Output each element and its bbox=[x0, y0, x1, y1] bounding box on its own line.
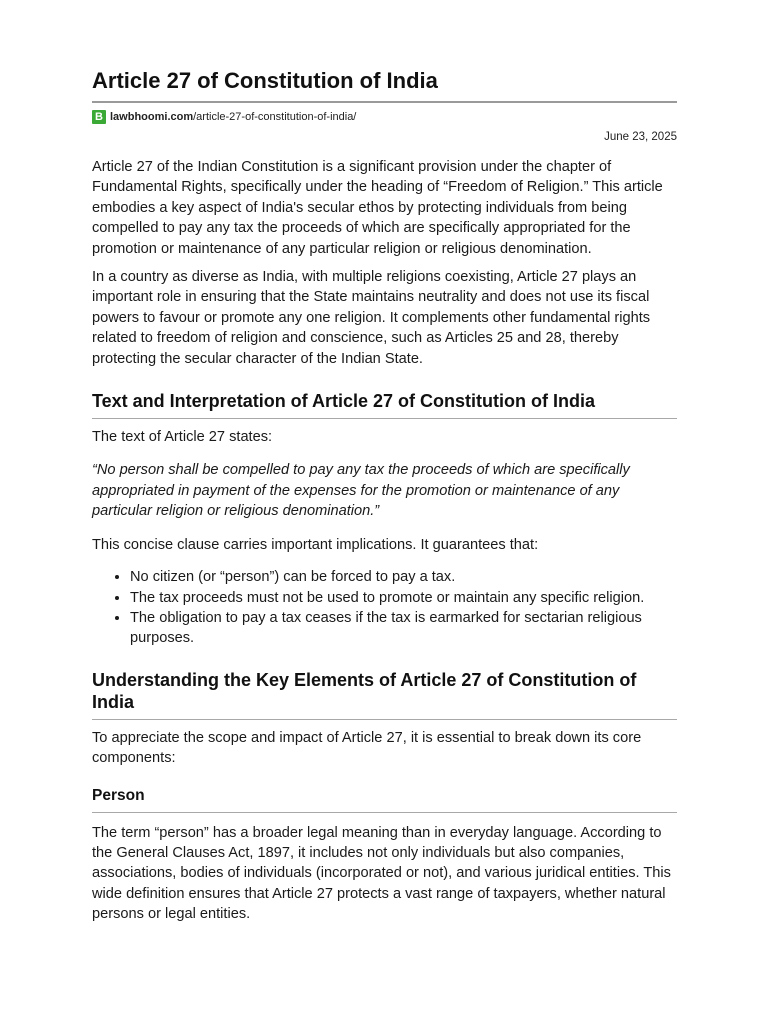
intro-paragraph-1: Article 27 of the Indian Constitution is a significant provision under the chapter of Fundamental Rights, specifically under the heading of “Freedom of Religion.” This article embodies a key aspect of India's secular ethos by protecting individuals from being compelled to pay any tax the proceeds of which are specifically appropriated for the promotion or maintenance of any particular religion or religious denomination. bbox=[92, 159, 663, 257]
section-heading-key-elements: Understanding the Key Elements of Article 27 of Constitution of India bbox=[92, 669, 637, 712]
article-page bbox=[92, 66, 677, 925]
source-line[interactable] bbox=[92, 109, 677, 125]
title-divider bbox=[92, 101, 677, 103]
implications-text: This concise clause carries important implications. It guarantees that: bbox=[92, 536, 539, 553]
subsection-divider bbox=[92, 812, 677, 813]
section2-lead: To appreciate the scope and impact of Article 27, it is essential to break down its core components: bbox=[92, 729, 642, 767]
guarantees-list bbox=[92, 567, 677, 649]
article-quote: “No person shall be compelled to pay any tax the proceeds of which are specifically appropriated in payment of the expenses for the promotion or maintenance of any particular religion or religious denomination.” bbox=[92, 462, 630, 520]
publish-date: June 23, 2025 bbox=[604, 131, 677, 143]
site-logo-icon: B bbox=[92, 110, 106, 124]
section-divider bbox=[92, 719, 677, 720]
intro-paragraph-2: In a country as diverse as India, with multiple religions coexisting, Article 27 plays an important role in ensuring that the State maintains neutrality and does not use its fiscal powers to favour or promote any one religion. It complements other fundamental rights related to freedom of religion and conscience, such as Articles 25 and 28, thereby protecting the secular character of the Indian State. bbox=[92, 269, 651, 367]
source-path[interactable]: /article-27-of-constitution-of-india/ bbox=[193, 111, 357, 123]
section-heading-text-interpretation: Text and Interpretation of Article 27 of Constitution of India bbox=[92, 391, 596, 412]
source-domain[interactable]: lawbhoomi.com bbox=[110, 111, 194, 123]
list-item: • No citizen (or “person”) can be forced to pay a tax. bbox=[130, 567, 677, 587]
list-item: • The obligation to pay a tax ceases if the tax is earmarked for sectarian religious purposes. bbox=[130, 608, 677, 649]
page-title: Article 27 of Constitution of India bbox=[92, 68, 438, 93]
section1-lead: The text of Article 27 states: bbox=[92, 429, 273, 446]
list-item: • The tax proceeds must not be used to promote or maintain any specific religion. bbox=[130, 588, 677, 608]
subheading-person: Person bbox=[92, 786, 145, 804]
section-divider bbox=[92, 418, 677, 419]
person-paragraph: The term “person” has a broader legal meaning than in everyday language. According to the General Clauses Act, 1897, it includes not only individuals but also companies, associations, bodies of individuals (incorporated or not), and various juridical entities. This wide definition ensures that Article 27 protects a vast range of taxpayers, whether natural persons or legal entities. bbox=[92, 824, 671, 923]
